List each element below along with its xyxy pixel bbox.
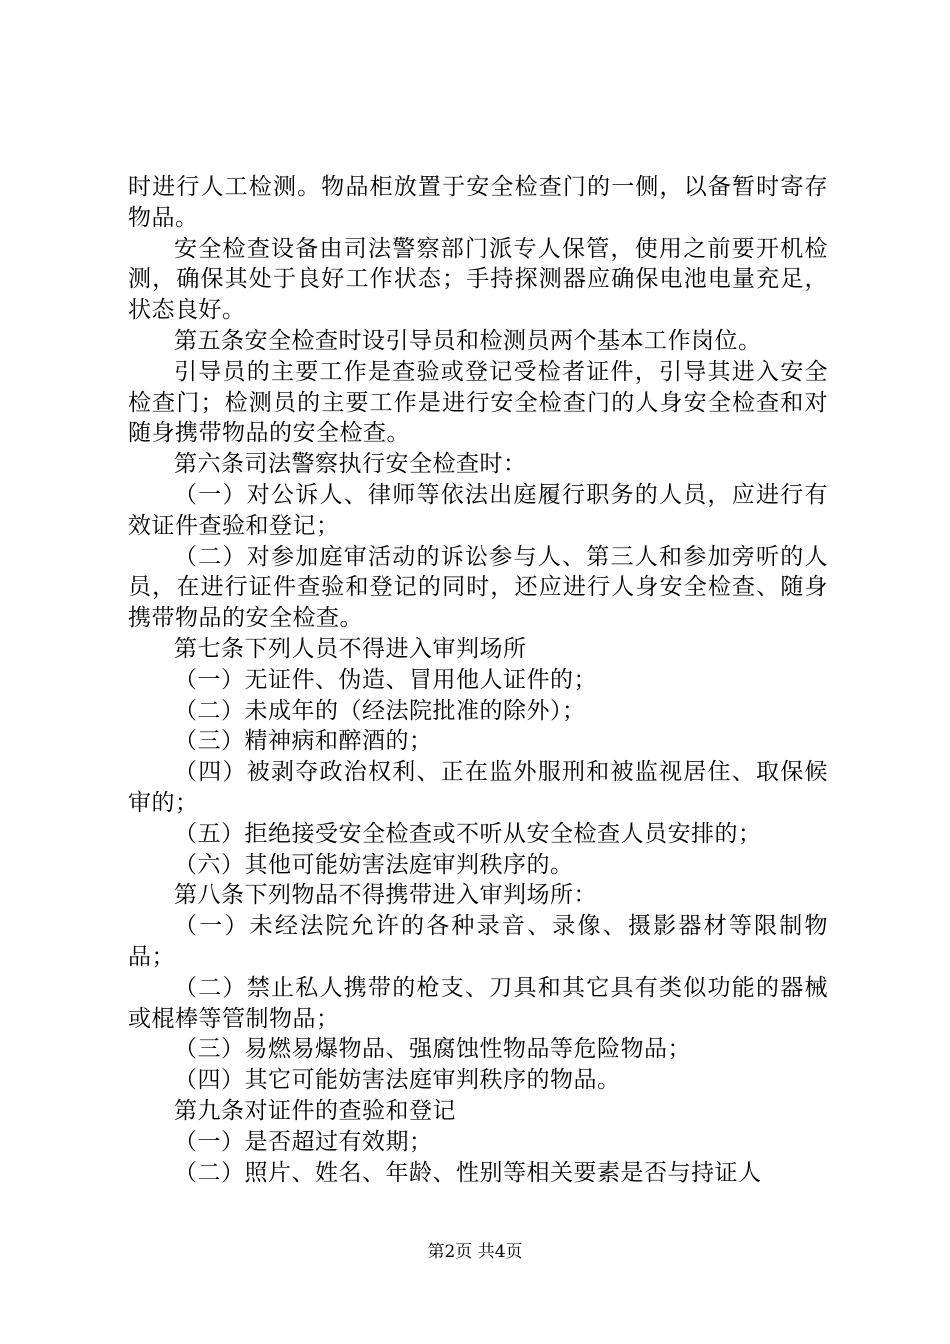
list-item: （一）是否超过有效期；	[174, 1128, 433, 1155]
list-item: （二）照片、姓名、年龄、性别等相关要素是否与持证人	[174, 1159, 762, 1186]
article-heading: 第五条安全检查时设引导员和检测员两个基本工作岗位。	[174, 327, 762, 354]
list-item: （一）对公诉人、律师等依法出庭履行职务的人员，应进行有效证件查验和登记；	[128, 481, 828, 539]
paragraph: 安全检查设备由司法警察部门派专人保管，使用之前要开机检测，确保其处于良好工作状态；手持探测器应确保电池电量充足，状态良好。	[128, 235, 828, 324]
list-item: （一）无证件、伪造、冒用他人证件的；	[174, 666, 597, 693]
list-item: （四）其它可能妨害法庭审判秩序的物品。	[174, 1067, 621, 1094]
document-body	[128, 172, 828, 1188]
paragraph: 时进行人工检测。物品柜放置于安全检查门的一侧，以备暂时寄存物品。	[128, 174, 828, 231]
list-item: （四）被剥夺政治权利、正在监外服刑和被监视居住、取保候审的；	[128, 759, 828, 816]
paragraph: 引导员的主要工作是查验或登记受检者证件，引导其进入安全检查门；检测员的主要工作是进行安全检查门的人身安全检查和对随身携带物品的安全检查。	[128, 358, 828, 447]
article-heading: 第九条对证件的查验和登记	[174, 1097, 456, 1124]
list-item: （二）禁止私人携带的枪支、刀具和其它具有类似功能的器械或棍棒等管制物品；	[128, 974, 828, 1032]
article-heading: 第七条下列人员不得进入审判场所	[174, 635, 527, 662]
list-item: （五）拒绝接受安全检查或不听从安全检查人员安排的；	[174, 820, 762, 847]
list-item: （二）未成年的（经法院批准的除外）；	[174, 697, 586, 724]
page-number-footer: 第2页 共4页	[427, 1242, 523, 1262]
list-item: （一）未经法院允许的各种录音、录像、摄影器材等限制物品；	[128, 913, 828, 970]
list-item: （三）易燃易爆物品、强腐蚀性物品等危险物品；	[174, 1036, 691, 1063]
article-heading: 第八条下列物品不得携带进入审判场所：	[174, 882, 597, 909]
list-item: （三）精神病和醉酒的；	[174, 728, 433, 755]
article-heading: 第六条司法警察执行安全检查时：	[174, 451, 527, 478]
list-item: （二）对参加庭审活动的诉讼参与人、第三人和参加旁听的人员，在进行证件查验和登记的同时，还应进行人身安全检查、随身携带物品的安全检查。	[128, 543, 828, 632]
list-item: （六）其他可能妨害法庭审判秩序的。	[174, 851, 574, 878]
